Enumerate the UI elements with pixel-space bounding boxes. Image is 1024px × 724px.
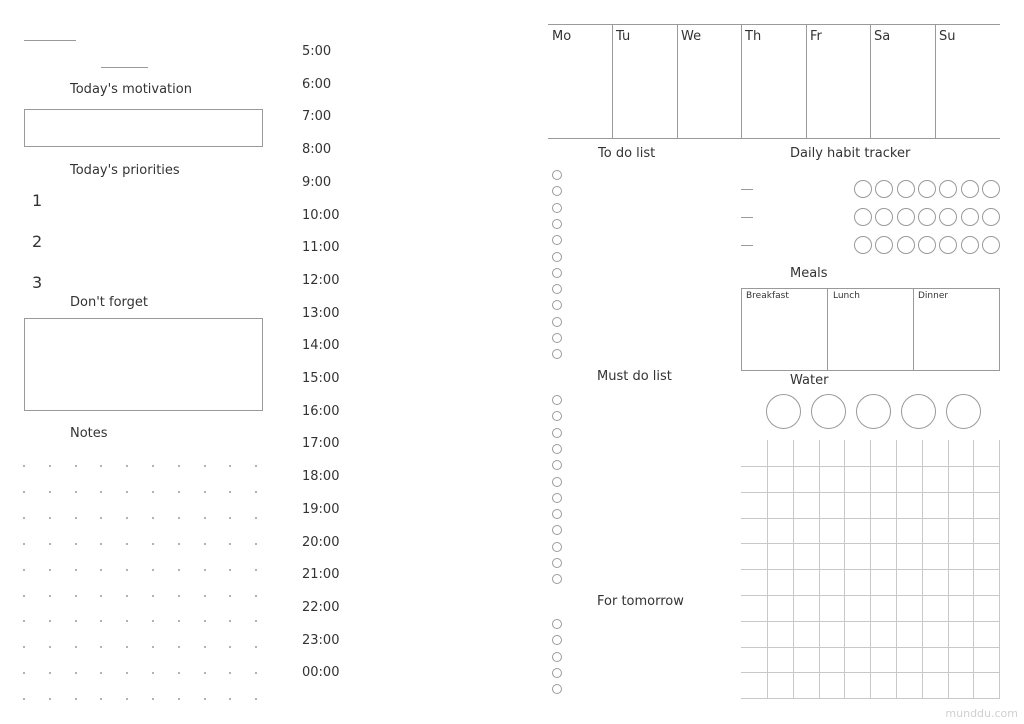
note-dot xyxy=(126,698,128,700)
meals-divider-2 xyxy=(913,288,914,371)
notes-title: Notes xyxy=(70,426,108,441)
note-dot xyxy=(178,620,180,622)
time-slot[interactable]: 6:00 xyxy=(302,76,332,92)
tomorrow-title: For tomorrow xyxy=(597,594,684,609)
habit-name-line[interactable] xyxy=(741,189,753,190)
time-slot[interactable]: 20:00 xyxy=(302,534,340,550)
note-dot xyxy=(100,620,102,622)
must-checkbox[interactable] xyxy=(552,509,562,519)
time-slot[interactable]: 11:00 xyxy=(302,240,340,256)
habit-check-circle[interactable] xyxy=(939,208,957,226)
note-dot xyxy=(49,517,51,519)
habit-check-circle[interactable] xyxy=(875,208,893,226)
header-line-2 xyxy=(101,67,148,68)
note-dot xyxy=(100,543,102,545)
note-dot xyxy=(178,569,180,571)
note-dot xyxy=(152,620,154,622)
habit-check-circle[interactable] xyxy=(897,208,915,226)
note-dot xyxy=(178,672,180,674)
week-divider xyxy=(741,24,742,138)
note-dot xyxy=(23,620,25,622)
note-dot xyxy=(229,517,231,519)
note-dot xyxy=(100,698,102,700)
habit-check-circle[interactable] xyxy=(982,236,1000,254)
note-dot xyxy=(23,465,25,467)
week-day-su[interactable]: Su xyxy=(939,29,956,44)
note-dot xyxy=(178,698,180,700)
note-dot xyxy=(49,543,51,545)
note-dot xyxy=(126,465,128,467)
note-dot xyxy=(75,646,77,648)
meals-title: Meals xyxy=(790,266,828,281)
grid-horizontal-line xyxy=(741,492,1000,493)
water-glass-circle[interactable] xyxy=(901,394,936,429)
week-divider xyxy=(677,24,678,138)
note-dot xyxy=(49,620,51,622)
todo-checkbox[interactable] xyxy=(552,252,562,262)
note-dot xyxy=(126,595,128,597)
time-slot[interactable]: 22:00 xyxy=(302,599,340,615)
dont-forget-box[interactable] xyxy=(24,318,263,411)
priority-number-3: 3 xyxy=(32,273,43,292)
note-dot xyxy=(75,491,77,493)
time-slot[interactable]: 19:00 xyxy=(302,501,340,517)
time-slot[interactable]: 5:00 xyxy=(302,44,332,59)
note-dot xyxy=(178,543,180,545)
time-slot[interactable]: 10:00 xyxy=(302,207,340,223)
time-slot[interactable]: 17:00 xyxy=(302,436,340,452)
note-dot xyxy=(126,569,128,571)
note-dot xyxy=(255,517,257,519)
note-dot xyxy=(152,543,154,545)
todo-checkbox[interactable] xyxy=(552,317,562,327)
note-dot xyxy=(229,595,231,597)
week-divider xyxy=(806,24,807,138)
note-dot xyxy=(255,672,257,674)
todo-checkbox[interactable] xyxy=(552,235,562,245)
note-dot xyxy=(204,517,206,519)
todo-checkbox[interactable] xyxy=(552,284,562,294)
week-day-th[interactable]: Th xyxy=(745,29,762,44)
habit-check-circle[interactable] xyxy=(918,180,936,198)
note-dot xyxy=(152,698,154,700)
grid-horizontal-line xyxy=(741,698,1000,699)
grid-horizontal-line xyxy=(741,621,1000,622)
priorities-title: Today's priorities xyxy=(70,163,180,178)
note-dot xyxy=(255,698,257,700)
note-dot xyxy=(75,672,77,674)
note-dot xyxy=(100,646,102,648)
todo-checkbox[interactable] xyxy=(552,300,562,310)
note-dot xyxy=(255,543,257,545)
note-dot xyxy=(100,569,102,571)
habit-name-line[interactable] xyxy=(741,245,753,246)
habit-check-circle[interactable] xyxy=(961,236,979,254)
note-dot xyxy=(178,465,180,467)
time-slot[interactable]: 7:00 xyxy=(302,109,332,125)
motivation-box[interactable] xyxy=(24,109,263,147)
note-dot xyxy=(204,646,206,648)
time-slot[interactable]: 23:00 xyxy=(302,632,340,648)
watermark: munddu.com xyxy=(945,707,1018,720)
habit-check-circle[interactable] xyxy=(918,208,936,226)
note-dot xyxy=(23,698,25,700)
grid-horizontal-line xyxy=(741,672,1000,673)
note-dot xyxy=(229,620,231,622)
week-divider xyxy=(935,24,936,138)
habit-name-line[interactable] xyxy=(741,217,753,218)
note-dot xyxy=(178,517,180,519)
habit-check-circle[interactable] xyxy=(875,180,893,198)
grid-horizontal-line xyxy=(741,647,1000,648)
must-checkbox[interactable] xyxy=(552,411,562,421)
note-dot xyxy=(126,517,128,519)
note-dot xyxy=(100,672,102,674)
habit-check-circle[interactable] xyxy=(854,180,872,198)
note-dot xyxy=(75,465,77,467)
time-slot[interactable]: 16:00 xyxy=(302,403,340,419)
note-dot xyxy=(255,646,257,648)
note-dot xyxy=(229,465,231,467)
note-dot xyxy=(255,465,257,467)
note-dot xyxy=(23,517,25,519)
note-dot xyxy=(75,620,77,622)
note-dot xyxy=(49,698,51,700)
note-dot xyxy=(75,569,77,571)
note-dot xyxy=(229,543,231,545)
habit-check-circle[interactable] xyxy=(875,236,893,254)
note-dot xyxy=(126,620,128,622)
habit-check-circle[interactable] xyxy=(897,180,915,198)
header-line-1 xyxy=(24,40,76,41)
must-checkbox[interactable] xyxy=(552,525,562,535)
note-dot xyxy=(49,491,51,493)
must-checkbox[interactable] xyxy=(552,574,562,584)
must-checkbox[interactable] xyxy=(552,493,562,503)
tomorrow-checkbox[interactable] xyxy=(552,619,562,629)
week-divider xyxy=(612,24,613,138)
week-top-line xyxy=(548,24,1000,25)
note-dot xyxy=(100,465,102,467)
todo-checkbox[interactable] xyxy=(552,203,562,213)
note-dot xyxy=(229,672,231,674)
week-divider xyxy=(870,24,871,138)
week-day-mo[interactable]: Mo xyxy=(552,29,572,44)
note-dot xyxy=(204,491,206,493)
must-checkbox[interactable] xyxy=(552,558,562,568)
note-dot xyxy=(23,491,25,493)
grid-horizontal-line xyxy=(741,595,1000,596)
note-dot xyxy=(23,543,25,545)
habit-check-circle[interactable] xyxy=(939,236,957,254)
tomorrow-checkbox[interactable] xyxy=(552,635,562,645)
dont-forget-title: Don't forget xyxy=(70,295,148,310)
time-slot[interactable]: 14:00 xyxy=(302,338,340,354)
meals-divider-1 xyxy=(827,288,828,371)
note-dot xyxy=(152,465,154,467)
note-dot xyxy=(229,698,231,700)
week-bottom-line xyxy=(548,138,1000,139)
note-dot xyxy=(75,517,77,519)
meal-dinner-cell[interactable]: Dinner xyxy=(918,291,949,301)
note-dot xyxy=(49,595,51,597)
note-dot xyxy=(126,543,128,545)
week-day-fr[interactable]: Fr xyxy=(810,29,822,44)
note-dot xyxy=(152,672,154,674)
habit-check-circle[interactable] xyxy=(854,208,872,226)
note-dot xyxy=(152,517,154,519)
note-dot xyxy=(255,491,257,493)
note-dot xyxy=(152,595,154,597)
note-dot xyxy=(75,543,77,545)
note-dot xyxy=(23,595,25,597)
note-dot xyxy=(255,569,257,571)
note-dot xyxy=(204,620,206,622)
note-dot xyxy=(204,465,206,467)
habit-check-circle[interactable] xyxy=(897,236,915,254)
time-slot[interactable]: 9:00 xyxy=(302,174,332,190)
grid-horizontal-line xyxy=(741,466,1000,467)
habit-check-circle[interactable] xyxy=(961,180,979,198)
grid-horizontal-line xyxy=(741,569,1000,570)
must-checkbox[interactable] xyxy=(552,477,562,487)
water-title: Water xyxy=(790,373,829,388)
week-day-we[interactable]: We xyxy=(681,29,702,44)
note-dot xyxy=(126,491,128,493)
todo-checkbox[interactable] xyxy=(552,333,562,343)
habit-check-circle[interactable] xyxy=(939,180,957,198)
note-dot xyxy=(126,672,128,674)
habit-check-circle[interactable] xyxy=(854,236,872,254)
todo-checkbox[interactable] xyxy=(552,186,562,196)
note-dot xyxy=(152,569,154,571)
todo-checkbox[interactable] xyxy=(552,268,562,278)
note-dot xyxy=(23,646,25,648)
tomorrow-checkbox[interactable] xyxy=(552,668,562,678)
must-checkbox[interactable] xyxy=(552,460,562,470)
habit-check-circle[interactable] xyxy=(918,236,936,254)
note-dot xyxy=(49,569,51,571)
time-slot[interactable]: 18:00 xyxy=(302,469,340,485)
grid-horizontal-line xyxy=(741,518,1000,519)
motivation-title: Today's motivation xyxy=(70,82,192,97)
time-slot[interactable]: 00:00 xyxy=(302,665,340,681)
note-dot xyxy=(75,698,77,700)
note-dot xyxy=(100,517,102,519)
habit-title: Daily habit tracker xyxy=(790,146,911,161)
water-glass-circle[interactable] xyxy=(811,394,846,429)
habit-check-circle[interactable] xyxy=(982,208,1000,226)
water-glass-circle[interactable] xyxy=(766,394,801,429)
note-dot xyxy=(152,491,154,493)
note-dot xyxy=(49,672,51,674)
note-dot xyxy=(126,646,128,648)
week-day-sa[interactable]: Sa xyxy=(874,29,891,44)
note-dot xyxy=(23,569,25,571)
todo-title: To do list xyxy=(598,146,656,161)
todo-checkbox[interactable] xyxy=(552,170,562,180)
note-dot xyxy=(204,595,206,597)
note-dot xyxy=(229,491,231,493)
note-dot xyxy=(229,569,231,571)
time-slot[interactable]: 12:00 xyxy=(302,272,340,288)
note-dot xyxy=(49,465,51,467)
time-slot[interactable]: 15:00 xyxy=(302,371,340,386)
note-dot xyxy=(49,646,51,648)
note-dot xyxy=(178,595,180,597)
note-dot xyxy=(204,672,206,674)
note-dot xyxy=(229,646,231,648)
note-dot xyxy=(255,620,257,622)
todo-checkbox[interactable] xyxy=(552,349,562,359)
time-slot[interactable]: 8:00 xyxy=(302,142,332,158)
note-dot xyxy=(204,543,206,545)
note-dot xyxy=(100,491,102,493)
tomorrow-checkbox[interactable] xyxy=(552,684,562,694)
note-dot xyxy=(75,595,77,597)
must-checkbox[interactable] xyxy=(552,395,562,405)
note-dot xyxy=(100,595,102,597)
must-title: Must do list xyxy=(597,369,672,384)
note-dot xyxy=(178,491,180,493)
note-dot xyxy=(178,646,180,648)
water-glass-circle[interactable] xyxy=(946,394,981,429)
time-slot[interactable]: 21:00 xyxy=(302,567,340,583)
priority-number-1: 1 xyxy=(32,191,43,210)
meal-lunch-cell[interactable]: Lunch xyxy=(833,291,860,301)
must-checkbox[interactable] xyxy=(552,444,562,454)
grid-horizontal-line xyxy=(741,543,1000,544)
meal-breakfast-cell[interactable]: Breakfast xyxy=(746,291,789,301)
priority-number-2: 2 xyxy=(32,232,43,251)
time-slot[interactable]: 13:00 xyxy=(302,305,340,321)
note-dot xyxy=(204,569,206,571)
must-checkbox[interactable] xyxy=(552,542,562,552)
week-day-tu[interactable]: Tu xyxy=(616,29,631,44)
note-dot xyxy=(255,595,257,597)
must-checkbox[interactable] xyxy=(552,428,562,438)
note-dot xyxy=(23,672,25,674)
water-glass-circle[interactable] xyxy=(856,394,891,429)
habit-check-circle[interactable] xyxy=(982,180,1000,198)
tomorrow-checkbox[interactable] xyxy=(552,652,562,662)
todo-checkbox[interactable] xyxy=(552,219,562,229)
note-dot xyxy=(204,698,206,700)
note-dot xyxy=(152,646,154,648)
habit-check-circle[interactable] xyxy=(961,208,979,226)
